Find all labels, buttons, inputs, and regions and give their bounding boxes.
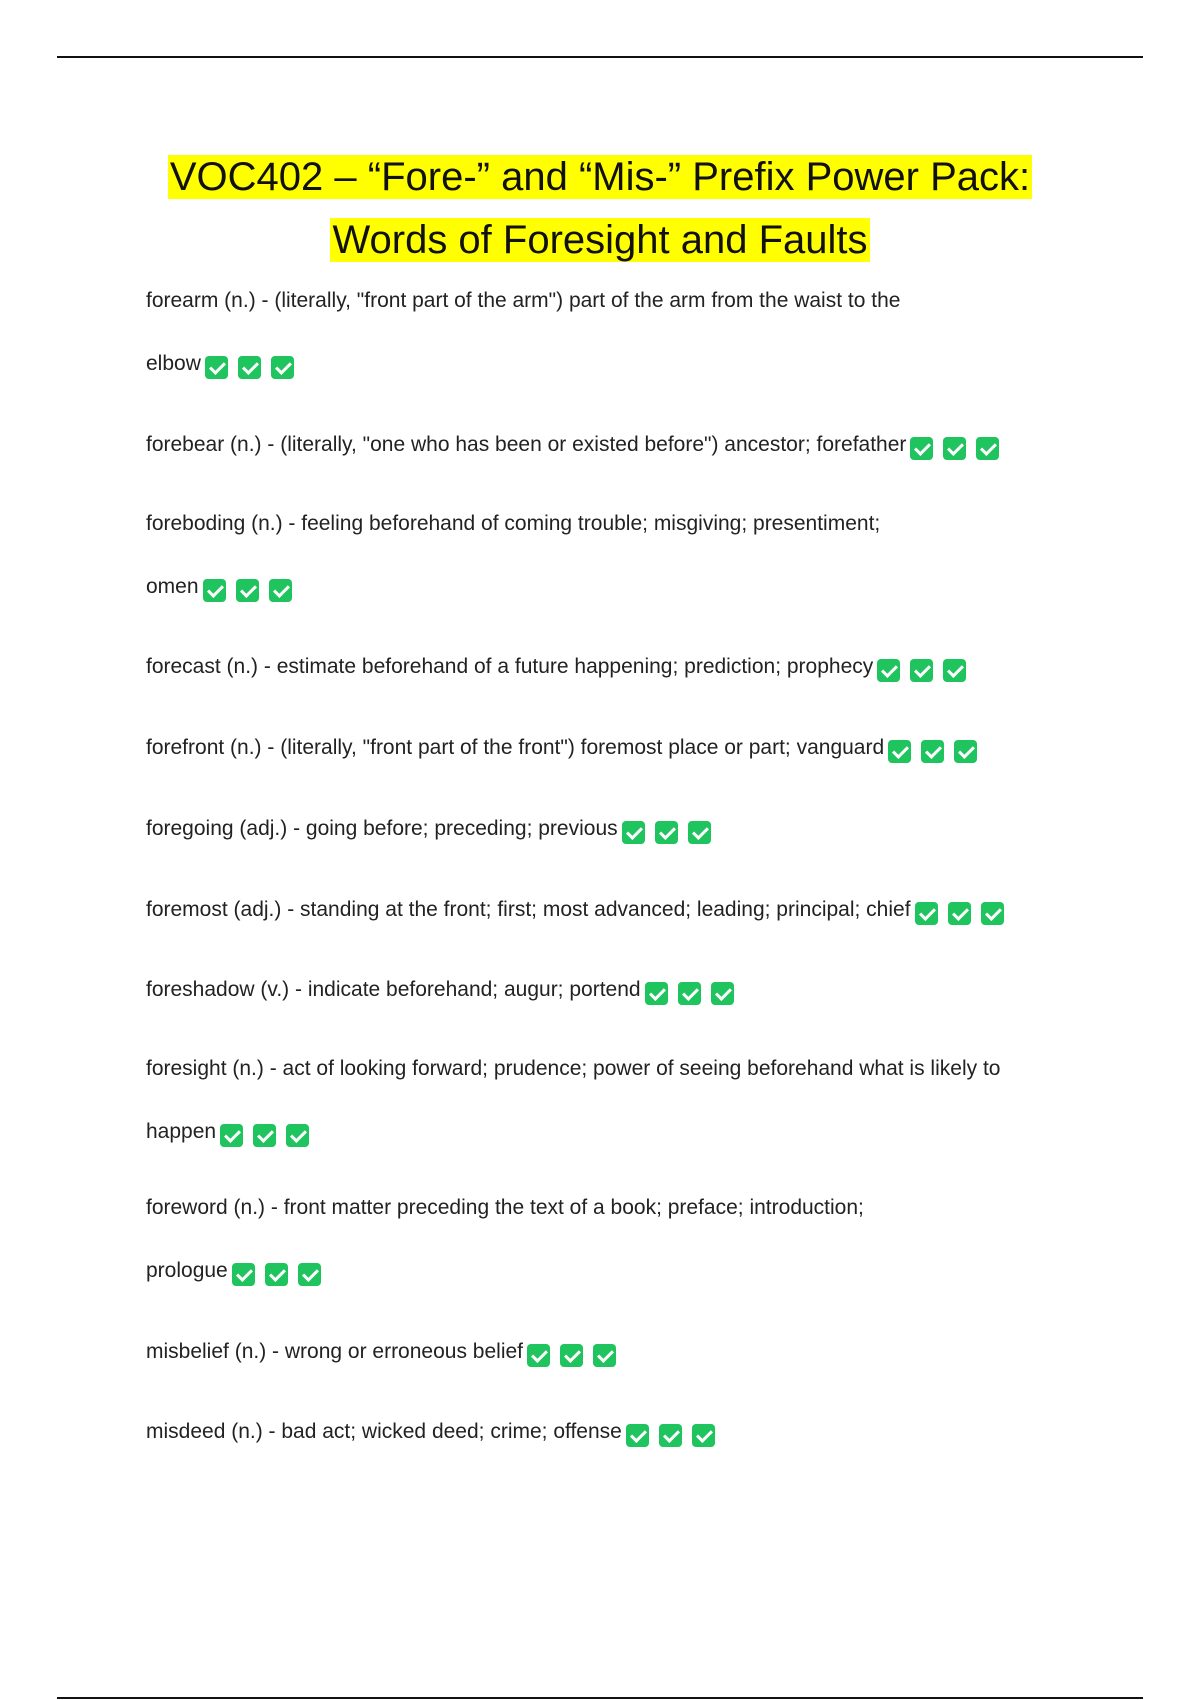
checkmarks	[877, 638, 976, 701]
checkmarks	[645, 961, 744, 1024]
green-checkmark-icon	[271, 356, 294, 379]
top-rule	[57, 56, 1143, 58]
green-checkmark-icon	[976, 437, 999, 460]
checkmarks	[527, 1323, 626, 1386]
entry-text: foresight (n.) - act of looking forward; prudence; power of seeing beforehand what is likely to	[146, 1057, 1001, 1080]
green-checkmark-icon	[688, 821, 711, 844]
green-checkmark-icon	[948, 902, 971, 925]
entry-text: foreboding (n.) - feeling beforehand of coming trouble; misgiving; presentiment;	[146, 512, 881, 535]
vocab-entry-misbelief	[146, 1320, 1066, 1386]
vocab-entry-foresight	[146, 1037, 1066, 1166]
bottom-rule	[57, 1697, 1143, 1699]
entry-text-continued: omen	[146, 575, 199, 598]
vocab-entry-foremost	[146, 878, 1066, 944]
green-checkmark-icon	[298, 1263, 321, 1286]
entry-text: forebear (n.) - (literally, "one who has been or existed before") ancestor; forefather	[146, 433, 907, 456]
entry-text-continued: elbow	[146, 352, 201, 375]
entry-text: foreshadow (v.) - indicate beforehand; augur; portend	[146, 978, 641, 1001]
checkmarks	[915, 881, 1014, 944]
green-checkmark-icon	[655, 821, 678, 844]
green-checkmark-icon	[659, 1424, 682, 1447]
green-checkmark-icon	[560, 1344, 583, 1367]
green-checkmark-icon	[910, 437, 933, 460]
green-checkmark-icon	[626, 1424, 649, 1447]
vocab-entry-foregoing	[146, 797, 1066, 863]
green-checkmark-icon	[954, 740, 977, 763]
green-checkmark-icon	[265, 1263, 288, 1286]
checkmarks	[888, 719, 987, 782]
page-title	[100, 146, 1100, 272]
title-line-1: VOC402 – “Fore-” and “Mis-” Prefix Power Pack:	[169, 155, 1031, 199]
green-checkmark-icon	[943, 659, 966, 682]
entry-text: forecast (n.) - estimate beforehand of a future happening; prediction; prophecy	[146, 655, 874, 678]
green-checkmark-icon	[981, 902, 1004, 925]
green-checkmark-icon	[286, 1124, 309, 1147]
checkmarks	[622, 800, 721, 863]
checkmarks	[910, 416, 1009, 479]
green-checkmark-icon	[622, 821, 645, 844]
vocab-entry-foreboding	[146, 492, 1066, 621]
green-checkmark-icon	[877, 659, 900, 682]
green-checkmark-icon	[678, 982, 701, 1005]
checkmarks	[220, 1103, 319, 1166]
title-line-2: Words of Foresight and Faults	[332, 218, 868, 262]
green-checkmark-icon	[915, 902, 938, 925]
vocab-entry-forebear	[146, 413, 1066, 479]
vocab-entry-forefront	[146, 716, 1066, 782]
green-checkmark-icon	[888, 740, 911, 763]
green-checkmark-icon	[236, 579, 259, 602]
entry-text: misdeed (n.) - bad act; wicked deed; crime; offense	[146, 1420, 622, 1443]
green-checkmark-icon	[238, 356, 261, 379]
green-checkmark-icon	[593, 1344, 616, 1367]
checkmarks	[203, 558, 302, 621]
green-checkmark-icon	[220, 1124, 243, 1147]
green-checkmark-icon	[253, 1124, 276, 1147]
entry-text: forearm (n.) - (literally, "front part of the arm") part of the arm from the waist to the	[146, 289, 901, 312]
entry-text-continued: happen	[146, 1120, 217, 1143]
vocab-entry-foreshadow	[146, 958, 1066, 1024]
green-checkmark-icon	[203, 579, 226, 602]
green-checkmark-icon	[692, 1424, 715, 1447]
checkmarks	[626, 1403, 725, 1466]
vocab-entry-misdeed	[146, 1400, 1066, 1466]
entry-text: foregoing (adj.) - going before; preceding; previous	[146, 817, 618, 840]
green-checkmark-icon	[232, 1263, 255, 1286]
entry-text: foremost (adj.) - standing at the front; first; most advanced; leading; principal; chief	[146, 898, 911, 921]
checkmarks	[205, 335, 304, 398]
green-checkmark-icon	[921, 740, 944, 763]
checkmarks	[232, 1242, 331, 1305]
green-checkmark-icon	[527, 1344, 550, 1367]
green-checkmark-icon	[269, 579, 292, 602]
vocab-entry-forecast	[146, 635, 1066, 701]
entry-text: foreword (n.) - front matter preceding the text of a book; preface; introduction;	[146, 1196, 864, 1219]
green-checkmark-icon	[910, 659, 933, 682]
green-checkmark-icon	[711, 982, 734, 1005]
green-checkmark-icon	[943, 437, 966, 460]
vocab-entry-forearm	[146, 269, 1066, 398]
green-checkmark-icon	[645, 982, 668, 1005]
vocab-entry-foreword	[146, 1176, 1066, 1305]
entry-text: forefront (n.) - (literally, "front part of the front") foremost place or part; vanguard	[146, 736, 885, 759]
entry-text-continued: prologue	[146, 1259, 228, 1282]
entry-text: misbelief (n.) - wrong or erroneous belief	[146, 1340, 523, 1363]
green-checkmark-icon	[205, 356, 228, 379]
